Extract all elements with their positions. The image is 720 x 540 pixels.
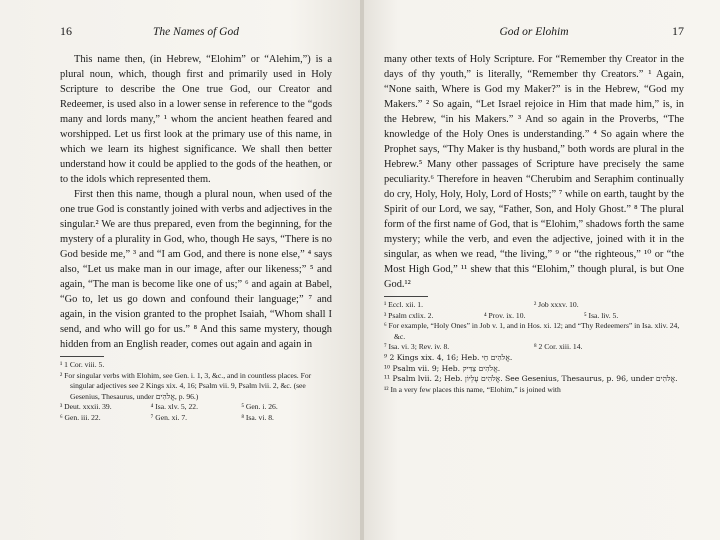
left-footnote-row-1 [60,402,332,413]
footnote-rule [384,296,428,297]
right-footnote-8: ⁸ 2 Cor. xiii. 14. [534,342,583,352]
right-body-text [384,52,684,292]
left-footnote-row-2 [60,413,332,424]
footnote-rule [60,356,104,357]
left-footnote-4: ⁴ Isa. xlv. 5, 22. [150,402,198,412]
left-footnote-8: ⁸ Isa. vi. 8. [241,412,274,422]
right-footnote-row-1 [384,300,684,311]
left-page-number: 16 [60,24,72,38]
right-footnote-9: ⁹ 2 Kings xix. 4, 16; Heb. אֱלֹהִים חַי. [384,352,513,362]
right-footnote-6: ⁶ For example, “Holy Ones” in Job v. 1, and in Hos. xi. 12; and “Thy Redeemers” in Isa. xliv. 24, &c. [384,321,680,341]
left-body-text [60,52,332,352]
right-footnote-1: ¹ Eccl. xii. 1. [384,300,423,309]
right-running-head [384,24,684,46]
right-running-title: God or Elohim [499,26,569,38]
right-footnote-5: ⁵ Isa. liv. 5. [584,310,619,320]
right-footnote-2: ² Job xxxv. 10. [534,300,579,309]
left-footnotes [60,360,332,424]
right-footnote-row-3 [384,342,684,353]
right-footnote-3: ³ Psalm cxlix. 2. [384,310,434,320]
book-gutter [360,0,364,540]
left-running-title: The Names of God [153,26,239,38]
left-footnote-3: ³ Deut. xxxii. 39. [60,402,112,412]
left-running-head [60,24,332,46]
left-footnote-7: ⁷ Gen. xi. 7. [150,412,188,422]
right-footnote-12: ¹² In a very few places this name, “Elohim,” is joined with [384,384,561,394]
right-paragraph-1: many other texts of Holy Scripture. For “Remember thy Creator in the days of thy youth,” is literally, “Remember thy Creators.” ¹ Again, “None saith, Where is God my Maker?” is in the Hebrew, “God my Makers.” ² So again, “Let Israel rejoice in Him that made him,” is, in the Hebrew, “in his Makers.” ³ And so again in the Proverbs, “The knowledge of the Holy Ones is understanding.” ⁴ So again where the Prophet says, “Thy Maker is thy husband,” both words are plural in the Hebrew.⁵ Many other passages of Scripture have precisely the same peculiarity.⁶ Therefore in heaven “Cherubim and Seraphim continually do cry, Holy, Holy, Holy, Lord of Hosts;” ⁷ while on earth, taught by the Spirit of our Lord, we say, “Father, Son, and Holy Ghost.” ⁸ The plural form of the first name of God, that is “Elohim,” shadows forth the same mystery; while the verb, and even the adjective, joined with it in the singular, as when we read, “the living,” ⁹ or “the righteous,” ¹⁰ or “the Most High God,” ¹¹ shew that this “Elohim,” though plural, is but One God.¹² [384,54,684,290]
left-footnote-1: ¹ 1 Cor. viii. 5. [60,360,105,369]
right-footnote-row-2 [384,311,684,322]
left-footnote-2: ² For singular verbs with Elohim, see Gen. i. 1, 3, &c., and in countless places. For singular adjectives see 2 Kings xix. 4, 16; Psalm vii. 9, Psalm lvii. 2, &c. (see Gesenius, Thesaurus, under אֱלֹהִים, p. 96.) [60,370,312,401]
left-footnote-6: ⁶ Gen. iii. 22. [60,412,101,422]
left-paragraph-1: This name then, (in Hebrew, “Elohim” or “Alehim,”) is a plural noun, which, though first and primarily used in Holy Scripture to describe the One true God, our Creator and Redeemer, is used also in a lower sense in reference to the “gods many and lords many,” ¹ whom the ancient heathen feared and worshipped. Let us first look at the primary use of this name, in which we learn its highest significance. We shall then better understand how it could be applied to the gods of the heathen, or to the idols which represented them. [60,54,332,185]
right-page [362,0,720,540]
right-footnote-11: ¹¹ Psalm lvii. 2; Heb. אֱלֹהִים עֶלְיוֹן. See Gesenius, Thesaurus, p. 96, under אֱלֹהִים. [384,374,678,384]
right-footnote-10: ¹⁰ Psalm vii. 9; Heb. אֱלֹהִים צַדִּיק. [384,363,501,373]
left-footnote-5: ⁵ Gen. i. 26. [241,402,278,412]
left-paragraph-2: First then this name, though a plural noun, when used of the one true God is constantly joined with verbs and adjectives in the singular.² We are thus prepared, even from the beginning, for the mystery of a plurality in God, who, though He says, “There is no God beside me,” ³ and “I am God, and there is none else,” ⁴ says also, “Let us make man in our image, after our likeness;” ⁵ and again, “The man is become like one of us;” ⁶ and again at Babel, “Go to, let us go down and confound their language;” ⁷ and again, in the vision granted to the prophet Isaiah, “Whom shall I send, and who will go for us.” ⁸ And this same mystery, though hidden from an English reader, comes out again and again in [60,189,332,350]
right-footnotes [384,300,684,395]
right-footnote-4: ⁴ Prov. ix. 10. [484,310,526,320]
right-footnote-7: ⁷ Isa. vi. 3; Rev. iv. 8. [384,342,450,352]
right-page-number: 17 [672,24,684,38]
